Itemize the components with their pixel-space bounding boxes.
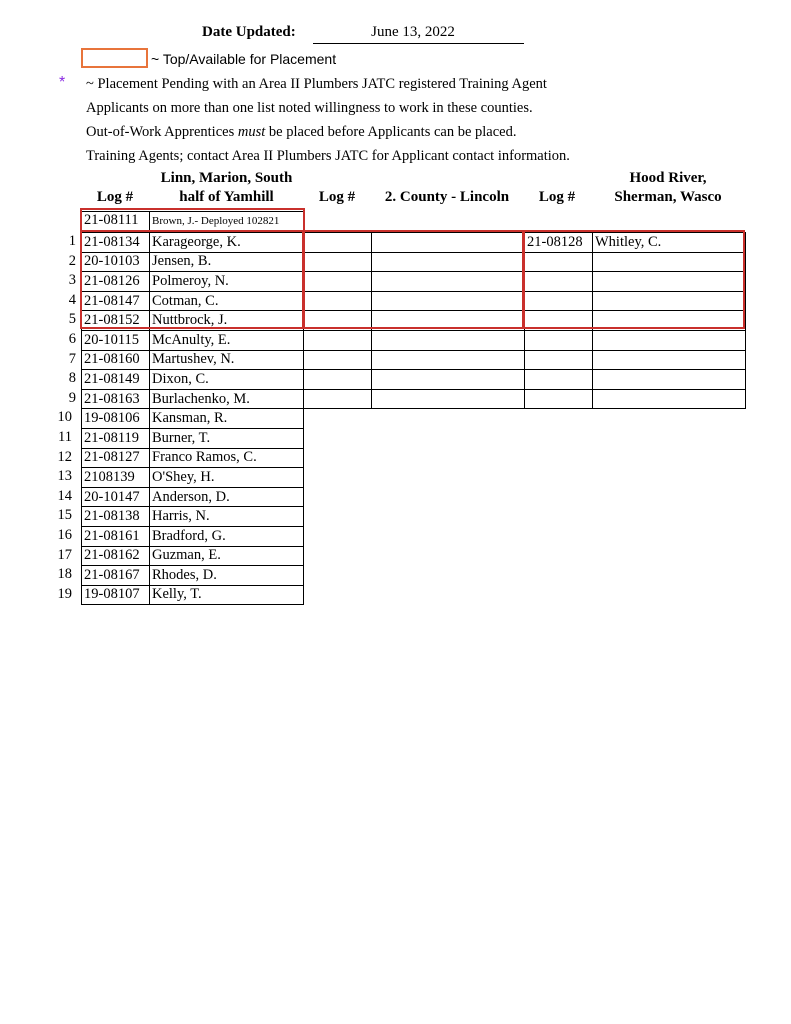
name-cell: Harris, N. — [150, 507, 304, 527]
col-header-county-1-line-1: Linn, Marion, South — [160, 170, 293, 186]
name-cell: Kelly, T. — [150, 585, 304, 605]
log-cell: 21-08163 — [82, 389, 150, 409]
log-cell: 21-08134 — [82, 233, 150, 253]
name-cell — [372, 389, 525, 409]
table-row — [82, 350, 304, 370]
log-cell — [304, 389, 372, 409]
table-row — [82, 487, 304, 507]
row-number: 13 — [57, 468, 72, 485]
table-row — [82, 448, 304, 468]
table-row — [82, 546, 304, 566]
name-cell: Kansman, R. — [150, 409, 304, 429]
name-cell: Burner, T. — [150, 428, 304, 448]
name-cell: Martushev, N. — [150, 350, 304, 370]
log-cell: 21-08128 — [525, 233, 593, 253]
table-row — [525, 350, 746, 370]
name-cell — [593, 291, 746, 311]
name-cell — [593, 350, 746, 370]
county-1-table — [81, 232, 304, 605]
log-cell: 21-08167 — [82, 566, 150, 586]
log-cell: 19-08106 — [82, 409, 150, 429]
pending-row — [82, 212, 304, 231]
row-number: 1 — [68, 233, 76, 249]
table-row — [525, 370, 746, 390]
table-row — [82, 311, 304, 331]
row-number: 8 — [68, 370, 76, 387]
name-cell — [593, 252, 746, 272]
log-cell — [525, 272, 593, 292]
table-row — [304, 252, 525, 272]
row-number: 7 — [68, 350, 76, 367]
table-row — [304, 370, 525, 390]
name-cell: Rhodes, D. — [150, 566, 304, 586]
col-header-log-1: Log # — [96, 189, 134, 205]
name-cell — [593, 330, 746, 350]
row-number: 3 — [68, 272, 76, 289]
log-cell — [304, 252, 372, 272]
name-cell: Polmeroy, N. — [150, 272, 304, 292]
row-number: 17 — [57, 546, 72, 563]
name-cell — [593, 370, 746, 390]
col-header-log-2: Log # — [318, 189, 356, 205]
table-row — [304, 272, 525, 292]
table-row — [304, 330, 525, 350]
name-cell: Guzman, E. — [150, 546, 304, 566]
table-row — [525, 272, 746, 292]
log-cell: 19-08107 — [82, 585, 150, 605]
pending-star-icon: * — [59, 74, 66, 91]
name-cell: Whitley, C. — [593, 233, 746, 253]
pending-name: Brown, J.- Deployed 102821 — [150, 212, 304, 231]
name-cell — [372, 350, 525, 370]
name-cell: Anderson, D. — [150, 487, 304, 507]
log-cell: 21-08147 — [82, 291, 150, 311]
row-number: 12 — [57, 448, 72, 465]
log-cell — [304, 370, 372, 390]
top-available-swatch — [81, 48, 148, 68]
log-cell — [304, 330, 372, 350]
log-cell: 20-10147 — [82, 487, 150, 507]
date-updated-label: Date Updated: — [202, 24, 296, 40]
note-training-agents: Training Agents; contact Area II Plumbers JATC for Applicant contact information. — [86, 148, 570, 164]
name-cell: Bradford, G. — [150, 526, 304, 546]
name-cell: O'Shey, H. — [150, 468, 304, 488]
row-number: 16 — [57, 527, 72, 543]
log-cell — [304, 311, 372, 331]
name-cell — [372, 311, 525, 331]
row-number: 2 — [68, 252, 76, 269]
note-out-of-work — [86, 124, 516, 141]
col-header-county-3-line-1: Hood River, — [629, 170, 707, 186]
table-row — [304, 350, 525, 370]
county-3-table — [524, 232, 746, 409]
log-cell: 21-08149 — [82, 370, 150, 390]
row-number: 9 — [68, 389, 76, 406]
row-number: 5 — [68, 311, 76, 328]
name-cell — [372, 272, 525, 292]
note-emphasis: must — [237, 124, 266, 140]
col-header-county-1-line-2: half of Yamhill — [179, 189, 274, 205]
name-cell — [372, 330, 525, 350]
pending-log: 21-08111 — [82, 212, 150, 231]
name-cell — [372, 291, 525, 311]
log-cell: 21-08138 — [82, 507, 150, 527]
row-number: 11 — [58, 429, 72, 445]
log-cell — [304, 291, 372, 311]
log-cell — [525, 350, 593, 370]
name-cell: Nuttbrock, J. — [150, 311, 304, 331]
log-cell — [525, 311, 593, 331]
row-number: 4 — [68, 291, 76, 308]
log-cell: 21-08152 — [82, 311, 150, 331]
date-underline — [313, 43, 524, 44]
log-cell: 21-08162 — [82, 546, 150, 566]
log-cell — [525, 330, 593, 350]
table-row — [525, 291, 746, 311]
log-cell: 21-08127 — [82, 448, 150, 468]
table-row — [82, 507, 304, 527]
table-row — [304, 389, 525, 409]
log-cell — [304, 233, 372, 253]
row-number: 14 — [57, 487, 72, 504]
log-cell: 20-10115 — [82, 330, 150, 350]
name-cell — [372, 252, 525, 272]
log-cell: 21-08161 — [82, 526, 150, 546]
table-row — [525, 233, 746, 253]
log-cell — [304, 272, 372, 292]
table-row — [525, 311, 746, 331]
name-cell: Karageorge, K. — [150, 233, 304, 253]
log-cell — [525, 291, 593, 311]
name-cell: Burlachenko, M. — [150, 389, 304, 409]
name-cell: Franco Ramos, C. — [150, 448, 304, 468]
log-cell — [525, 252, 593, 272]
table-row — [82, 585, 304, 605]
row-number: 15 — [57, 507, 72, 524]
name-cell: Cotman, C. — [150, 291, 304, 311]
name-cell — [593, 389, 746, 409]
table-row — [82, 330, 304, 350]
log-cell: 2108139 — [82, 468, 150, 488]
log-cell — [525, 389, 593, 409]
table-row — [82, 233, 304, 253]
log-cell — [525, 370, 593, 390]
table-row — [304, 233, 525, 253]
name-cell: Dixon, C. — [150, 370, 304, 390]
name-cell — [593, 272, 746, 292]
table-row — [82, 291, 304, 311]
log-cell — [304, 350, 372, 370]
col-header-log-3: Log # — [538, 189, 576, 205]
table-row — [525, 330, 746, 350]
col-header-county-3-line-2: Sherman, Wasco — [614, 189, 722, 205]
table-row — [82, 252, 304, 272]
table-row — [82, 272, 304, 292]
row-number: 6 — [68, 331, 76, 347]
log-cell: 21-08160 — [82, 350, 150, 370]
legend-pending: ~ Placement Pending with an Area II Plumbers JATC registered Training Agent — [86, 76, 547, 92]
table-row — [82, 389, 304, 409]
county-2-table — [303, 232, 525, 409]
row-number: 10 — [57, 409, 72, 426]
table-row — [525, 389, 746, 409]
col-header-county-2: 2. County - Lincoln — [384, 189, 510, 205]
name-cell — [372, 233, 525, 253]
note-multiple-lists: Applicants on more than one list noted willingness to work in these counties. — [86, 100, 533, 116]
log-cell: 20-10103 — [82, 252, 150, 272]
row-number: 19 — [57, 585, 72, 602]
log-cell: 21-08126 — [82, 272, 150, 292]
table-row — [82, 526, 304, 546]
name-cell: Jensen, B. — [150, 252, 304, 272]
table-row — [82, 409, 304, 429]
table-row — [82, 428, 304, 448]
table-row — [82, 566, 304, 586]
table-row — [304, 311, 525, 331]
table-row — [304, 291, 525, 311]
name-cell: McAnulty, E. — [150, 330, 304, 350]
pending-row-table — [81, 211, 304, 231]
row-number: 18 — [57, 566, 72, 583]
note-out-of-work-text: Out-of-Work Apprentices must be placed before Applicants can be placed. — [86, 124, 517, 140]
table-row — [82, 370, 304, 390]
table-row — [82, 468, 304, 488]
date-updated-value: June 13, 2022 — [371, 24, 455, 40]
legend-top-available: ~ Top/Available for Placement — [151, 51, 337, 67]
name-cell — [372, 370, 525, 390]
name-cell — [593, 311, 746, 331]
table-row — [525, 252, 746, 272]
log-cell: 21-08119 — [82, 428, 150, 448]
